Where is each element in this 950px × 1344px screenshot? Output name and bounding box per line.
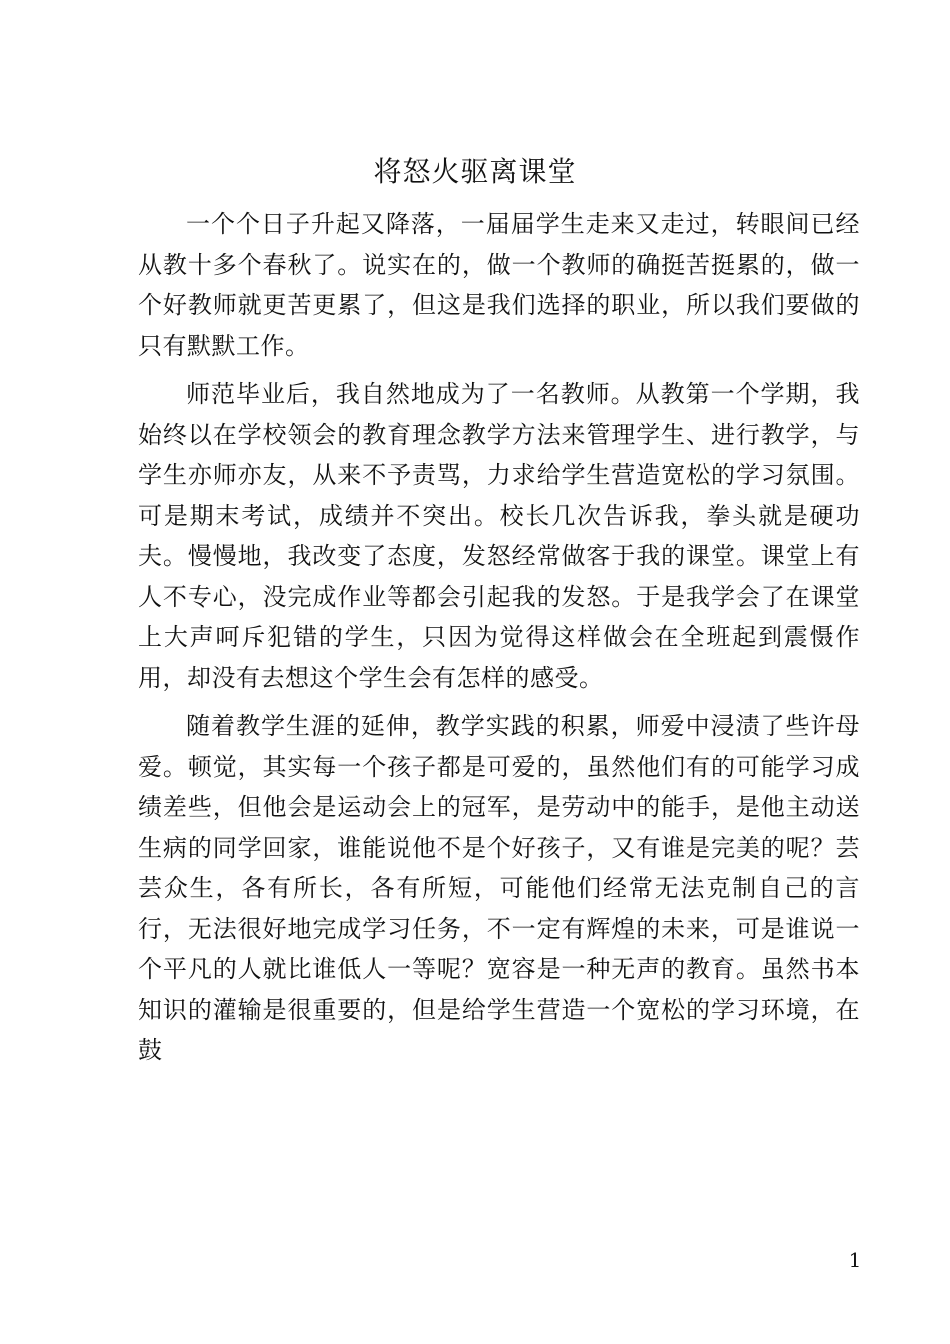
document-body [138,204,860,1079]
paragraph-2: 师范毕业后，我自然地成为了一名教师。从教第一个学期，我始终以在学校领会的教育理念教学方法来管理学生、进行教学，与学生亦师亦友，从来不予责骂，力求给学生营造宽松的学习氛围。可是期末考试，成绩并不突出。校长几次告诉我，拳头就是硬功夫。慢慢地，我改变了态度，发怒经常做客于我的课堂。课堂上有人不专心，没完成作业等都会引起我的发怒。于是我学会了在课堂上大声呵斥犯错的学生，只因为觉得这样做会在全班起到震慑作用，却没有去想这个学生会有怎样的感受。 [138,380,860,692]
paragraph-3: 随着教学生涯的延伸，教学实践的积累，师爱中浸渍了些许母爱。顿觉，其实每一个孩子都是可爱的，虽然他们有的可能学习成绩差些，但他会是运动会上的冠军，是劳动中的能手，是他主动送生病的同学回家，谁能说他不是个好孩子，又有谁是完美的呢？芸芸众生，各有所长，各有所短，可能他们经常无法克制自己的言行，无法很好地完成学习任务，不一定有辉煌的未来，可是谁说一个平凡的人就比谁低人一等呢？宽容是一种无声的教育。虽然书本知识的灌输是很重要的，但是给学生营造一个宽松的学习环境，在鼓 [138,712,860,1064]
page-number: 1 [848,1248,862,1272]
document-title: 将怒火驱离课堂 [373,155,577,188]
paragraph-1: 一个个日子升起又降落，一届届学生走来又走过，转眼间已经从教十多个春秋了。说实在的，做一个教师的确挺苦挺累的，做一个好教师就更苦更累了，但这是我们选择的职业，所以我们要做的只有默默工作。 [138,210,860,360]
